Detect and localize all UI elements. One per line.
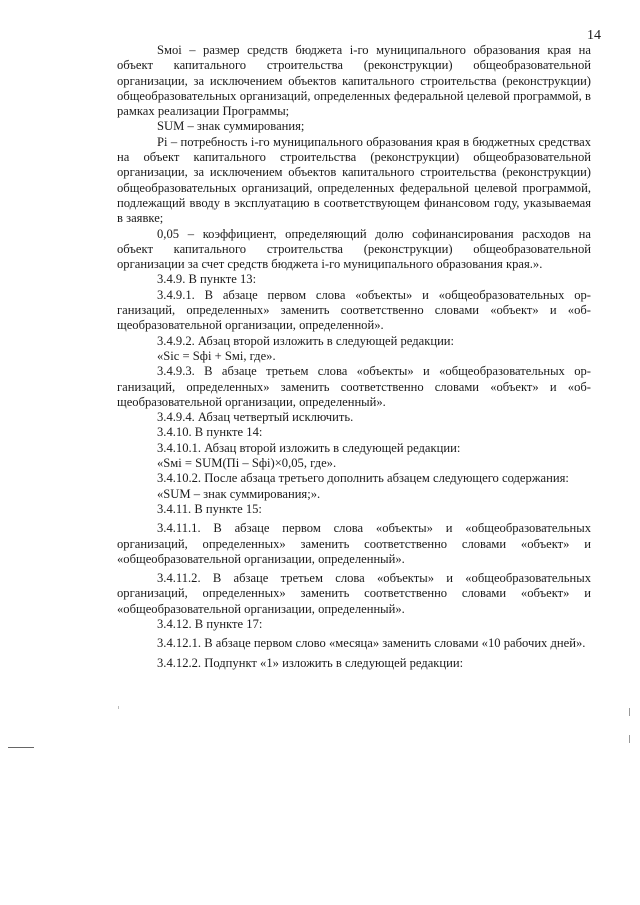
- paragraph: 3.4.11. В пункте 15:: [157, 501, 262, 516]
- paragraph: 0,05 – коэффициент, определяющий долю софинансирования расходов на объект капитального строительства (реконструкции) общеобразовательной организации за счет средств бюджета і-го муниципального образования края.».: [117, 226, 591, 272]
- paragraph: «SUM – знак суммирования;».: [157, 486, 321, 501]
- paragraph: 3.4.9.4. Абзац четвертый исключить.: [157, 410, 354, 425]
- paragraph: 3.4.10.1. Абзац второй изложить в следующей редакции:: [157, 440, 461, 455]
- paragraph: «Sмі = SUM(Пі – Sфі)×0,05, где».: [157, 456, 337, 471]
- paragraph: 3.4.10.2. После абзаца третьего дополнить абзацем следующего содержания:: [157, 471, 569, 486]
- document-body: [117, 43, 591, 671]
- paragraph: Pі – потребность і-го муниципального образования края в бюджетных средствах на объект капитального строительства (реконструкции) общеобразовательной организации, за исключением объектов капитального строительства (реконструкции) общеобразовательных организаций, определенных федеральной целевой программой, подлежащий вводу в эксплуатацию в соответствующем финансовом году, указываемая в заявке;: [117, 134, 591, 226]
- paragraph: 3.4.12.1. В абзаце первом слово «месяца» заменить словами «10 рабочих дней».: [157, 636, 586, 651]
- paragraph: 3.4.9. В пункте 13:: [157, 272, 257, 287]
- paragraph: 3.4.12. В пункте 17:: [157, 616, 263, 631]
- paragraph: 3.4.10. В пункте 14:: [157, 425, 263, 440]
- scan-dot: [629, 708, 630, 716]
- paragraph: Sмоі – размер средств бюджета і-го муниципального образования края на объект капитального строительства (реконструкции) общеобразовательной организации, за исключением объектов капитального строительства (реконструкции) общеобразовательных организаций, определенных федеральной целевой программой, в рамках реализации Программы;: [117, 43, 591, 119]
- paragraph: SUM – знак суммирования;: [157, 119, 305, 134]
- paragraph: 3.4.11.1. В абзаце первом слова «объекты» и «общеобразовательных организаций, определенных» заменить соответственно словами «объект» и «общеобразовательной организации, определенный».: [117, 521, 591, 566]
- paragraph: 3.4.9.2. Абзац второй изложить в следующей редакции:: [157, 333, 455, 348]
- paragraph: 3.4.9.3. В абзаце третьем слова «объекты» и «общеобразовательных организаций, определенных» заменить соответственно словами «объект» и «общеобразовательной организации, определенный».: [117, 364, 591, 409]
- page-number: 14: [587, 28, 601, 43]
- paragraph: 3.4.11.2. В абзаце третьем слова «объекты» и «общеобразовательных организаций, определенных» заменить соответственно словами «объект» и «общеобразовательной организации, определенный».: [117, 571, 591, 616]
- scan-dot: [118, 706, 119, 709]
- paragraph: 3.4.9.1. В абзаце первом слова «объекты» и «общеобразовательных организаций, определенных» заменить соответственно словами «объект» и «общеобразовательной организации, определенной».: [117, 287, 591, 333]
- scan-dot: [629, 735, 630, 743]
- paragraph: 3.4.12.2. Подпункт «1» изложить в следующей редакции:: [157, 655, 464, 670]
- scan-margin-line: [8, 747, 34, 748]
- paragraph: «Sіс = Sфі + Sмі, где».: [157, 348, 276, 363]
